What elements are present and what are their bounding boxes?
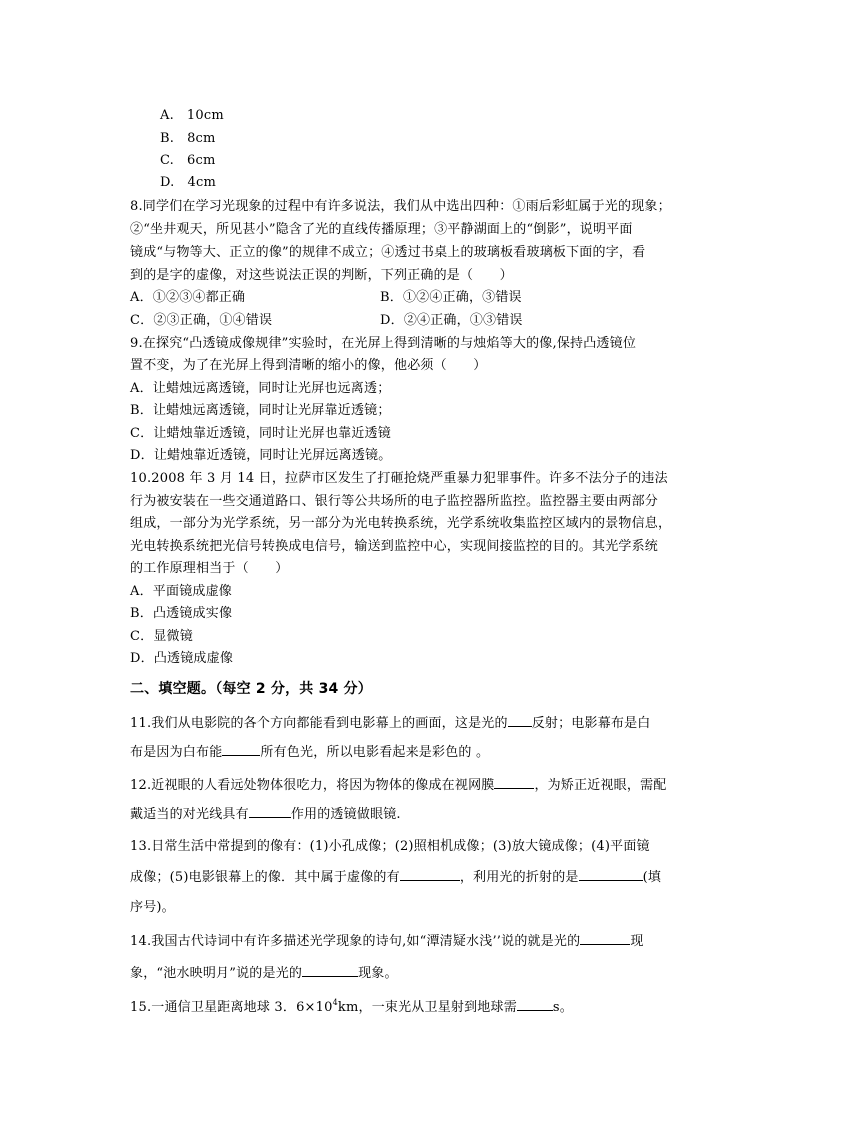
answer-blank[interactable] xyxy=(494,774,534,789)
answer-blank[interactable] xyxy=(579,866,643,881)
q10-option-b: B．凸透镜成实像 xyxy=(130,606,233,621)
q13-line-1: 13.日常生活中常提到的像有：(1)小孔成像；(2)照相机成像；(3)放大镜成像；(4)平面镜 xyxy=(130,839,650,854)
q9-option-c: C．让蜡烛靠近透镜，同时让光屏也靠近透镜 xyxy=(130,426,391,441)
q8-option-c: C．②③正确，①④错误 xyxy=(130,313,273,328)
answer-blank[interactable] xyxy=(508,712,532,727)
q14-text: 14.我国古代诗词中有许多描述光学现象的诗句,如“潭清疑水浅’’说的就是光的 xyxy=(130,934,581,949)
answer-blank[interactable] xyxy=(249,803,291,818)
answer-blank[interactable] xyxy=(302,962,358,977)
q14-text: 象，“池水映明月”说的是光的 xyxy=(130,966,303,981)
q10-option-c: C．显微镜 xyxy=(130,629,193,644)
q9-text-line: 9.在探究“凸透镜成像规律”实验时，在光屏上得到清晰的与烛焰等大的像,保持凸透镜位 xyxy=(130,336,637,351)
q13-line-2 xyxy=(130,866,740,888)
q8-option-d: D．②④正确，①③错误 xyxy=(380,313,523,328)
q9-option-d: D．让蜡烛靠近透镜，同时让光屏远离透镜。 xyxy=(130,448,392,463)
q15-exponent: 4 xyxy=(332,998,338,1007)
q14-text: 现 xyxy=(630,934,644,949)
q15-text: 15.一通信卫星距离地球 3．6×10 xyxy=(130,1000,333,1015)
q10-text-line: 10.2008 年 3 月 14 日，拉萨市区发生了打砸抢烧严重暴力犯罪事件。许多不法分子的违法 xyxy=(130,471,668,486)
q10-text-line: 的工作原理相当于（ ） xyxy=(130,561,289,576)
answer-blank[interactable] xyxy=(222,741,260,756)
q8-text-line: 到的是字的虚像，对这些说法正误的判断，下列正确的是（ ） xyxy=(130,268,513,283)
section-heading: 二、填空题。（每空 2 分，共 34 分） xyxy=(130,681,372,697)
q13-text: (填 xyxy=(642,870,662,885)
q9-option-a: A．让蜡烛远离透镜，同时让光屏也远离透； xyxy=(130,381,391,396)
q11-line-1 xyxy=(130,712,740,734)
q12-text: 作用的透镜做眼镜. xyxy=(290,807,401,822)
q11-text: 布是因为白布能 xyxy=(130,745,223,760)
answer-blank[interactable] xyxy=(400,866,460,881)
q11-text: 所有色光，所以电影看起来是彩色的 。 xyxy=(260,745,490,760)
q9-text-line: 置不变，为了在光屏上得到清晰的缩小的像，他必须（ ） xyxy=(130,358,487,373)
q8-option-b: B．①②④正确，③错误 xyxy=(380,290,522,305)
q9-option-b: B．让蜡烛远离透镜，同时让光屏靠近透镜； xyxy=(130,403,391,418)
q12-text: 戴适当的对光线具有 xyxy=(130,807,249,822)
q8-text-line: 镜成“与物等大、正立的像”的规律不成立；④透过书桌上的玻璃板看玻璃板下面的字，看 xyxy=(130,245,646,260)
q8-option-a: A．①②③④都正确 xyxy=(130,290,246,305)
q14-line-1 xyxy=(130,930,740,952)
q12-text: 12.近视眼的人看远处物体很吃力，将因为物体的像成在视网膜 xyxy=(130,778,495,793)
q14-line-2 xyxy=(130,962,740,984)
q10-text-line: 光电转换系统把光信号转换成电信号，输送到监控中心，实现间接监控的目的。其光学系统 xyxy=(130,539,659,554)
q12-line-1 xyxy=(130,774,740,796)
q13-text: 成像；(5)电影银幕上的像．其中属于虚像的有 xyxy=(130,870,400,885)
q15-text: s。 xyxy=(552,1000,573,1015)
q13-text: ，利用光的折射的是 xyxy=(459,870,579,885)
q10-option-d: D．凸透镜成虚像 xyxy=(130,651,234,666)
q8-options-row-2 xyxy=(130,310,740,332)
q10-text-line: 行为被安装在一些交通道路口、银行等公共场所的电子监控器所监控。监控器主要由两部分 xyxy=(130,494,659,509)
q15-line xyxy=(130,996,740,1018)
q11-text: 反射；电影幕布是白 xyxy=(531,716,651,731)
q12-text: ，为矫正近视眼，需配 xyxy=(534,778,667,793)
q8-options-row-1 xyxy=(130,287,740,309)
q8-text-line: 8.同学们在学习光现象的过程中有许多说法，我们从中选出四种：①雨后彩虹属于光的现象； xyxy=(130,199,671,214)
q11-text: 11.我们从电影院的各个方向都能看到电影幕上的画面，这是光的 xyxy=(130,716,508,731)
q7-option-a: A. 10cm xyxy=(160,108,224,123)
q7-option-b: B. 8cm xyxy=(160,131,216,146)
q10-option-a: A．平面镜成虚像 xyxy=(130,584,232,599)
q8-text-line: ②“坐井观天，所见甚小”隐含了光的直线传播原理；③平静湖面上的“倒影”，说明平面 xyxy=(130,222,633,237)
q7-option-d: D. 4cm xyxy=(160,175,216,190)
answer-blank[interactable] xyxy=(580,930,630,945)
answer-blank[interactable] xyxy=(517,996,553,1011)
q7-option-c: C. 6cm xyxy=(160,153,216,168)
q13-line-3: 序号)。 xyxy=(130,900,175,915)
q14-text: 现象。 xyxy=(358,966,398,981)
q15-text: km，一束光从卫星射到地球需 xyxy=(337,1000,517,1015)
q12-line-2 xyxy=(130,803,740,825)
q11-line-2 xyxy=(130,741,740,763)
q10-text-line: 组成，一部分为光学系统，另一部分为光电转换系统，光学系统收集监控区域内的景物信息， xyxy=(130,516,672,531)
